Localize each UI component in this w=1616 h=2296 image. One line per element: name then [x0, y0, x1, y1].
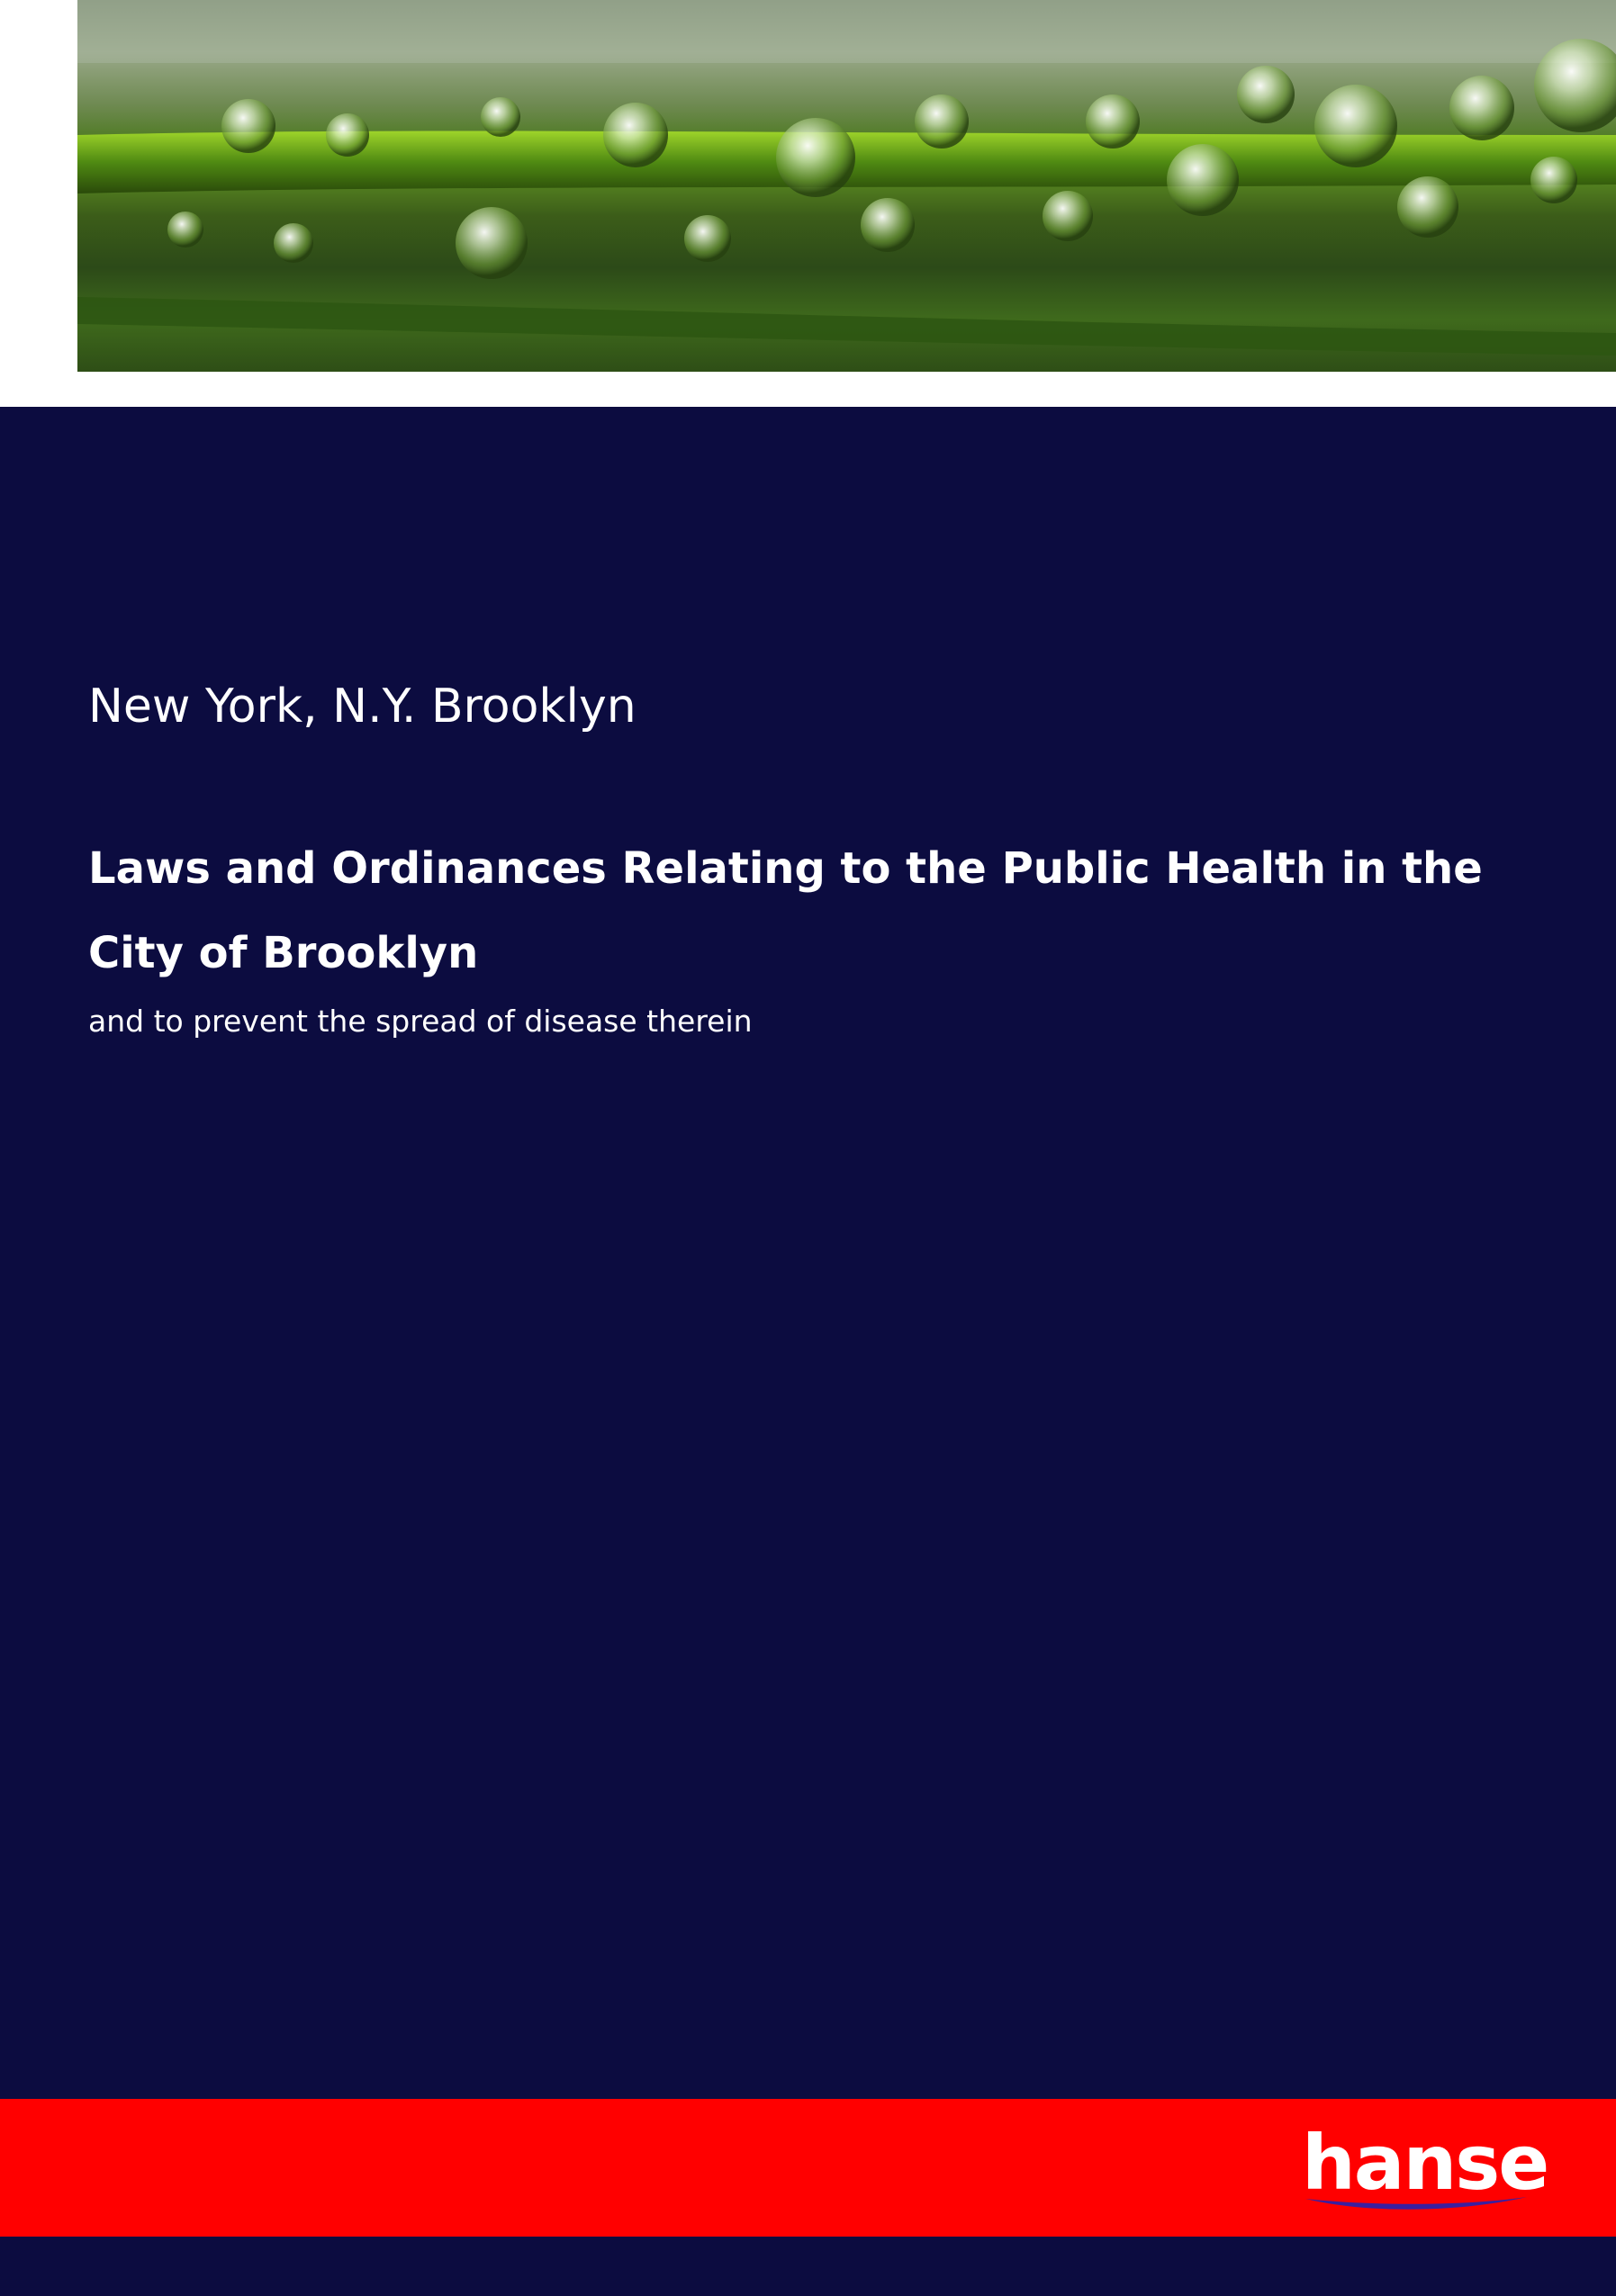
publisher-logo-text: hanse [1302, 2119, 1548, 2207]
cover-photo-band [0, 0, 1616, 407]
book-title: Laws and Ordinances Relating to the Public Health in the City of Brooklyn [88, 843, 1483, 978]
logo-swoosh-icon [1302, 2190, 1536, 2215]
author-name: New York, N.Y. Brooklyn [88, 680, 636, 734]
publisher-logo [1302, 2119, 1548, 2219]
book-subtitle: and to prevent the spread of disease therein [88, 1004, 753, 1039]
water-drops-on-grass-image [77, 0, 1616, 372]
